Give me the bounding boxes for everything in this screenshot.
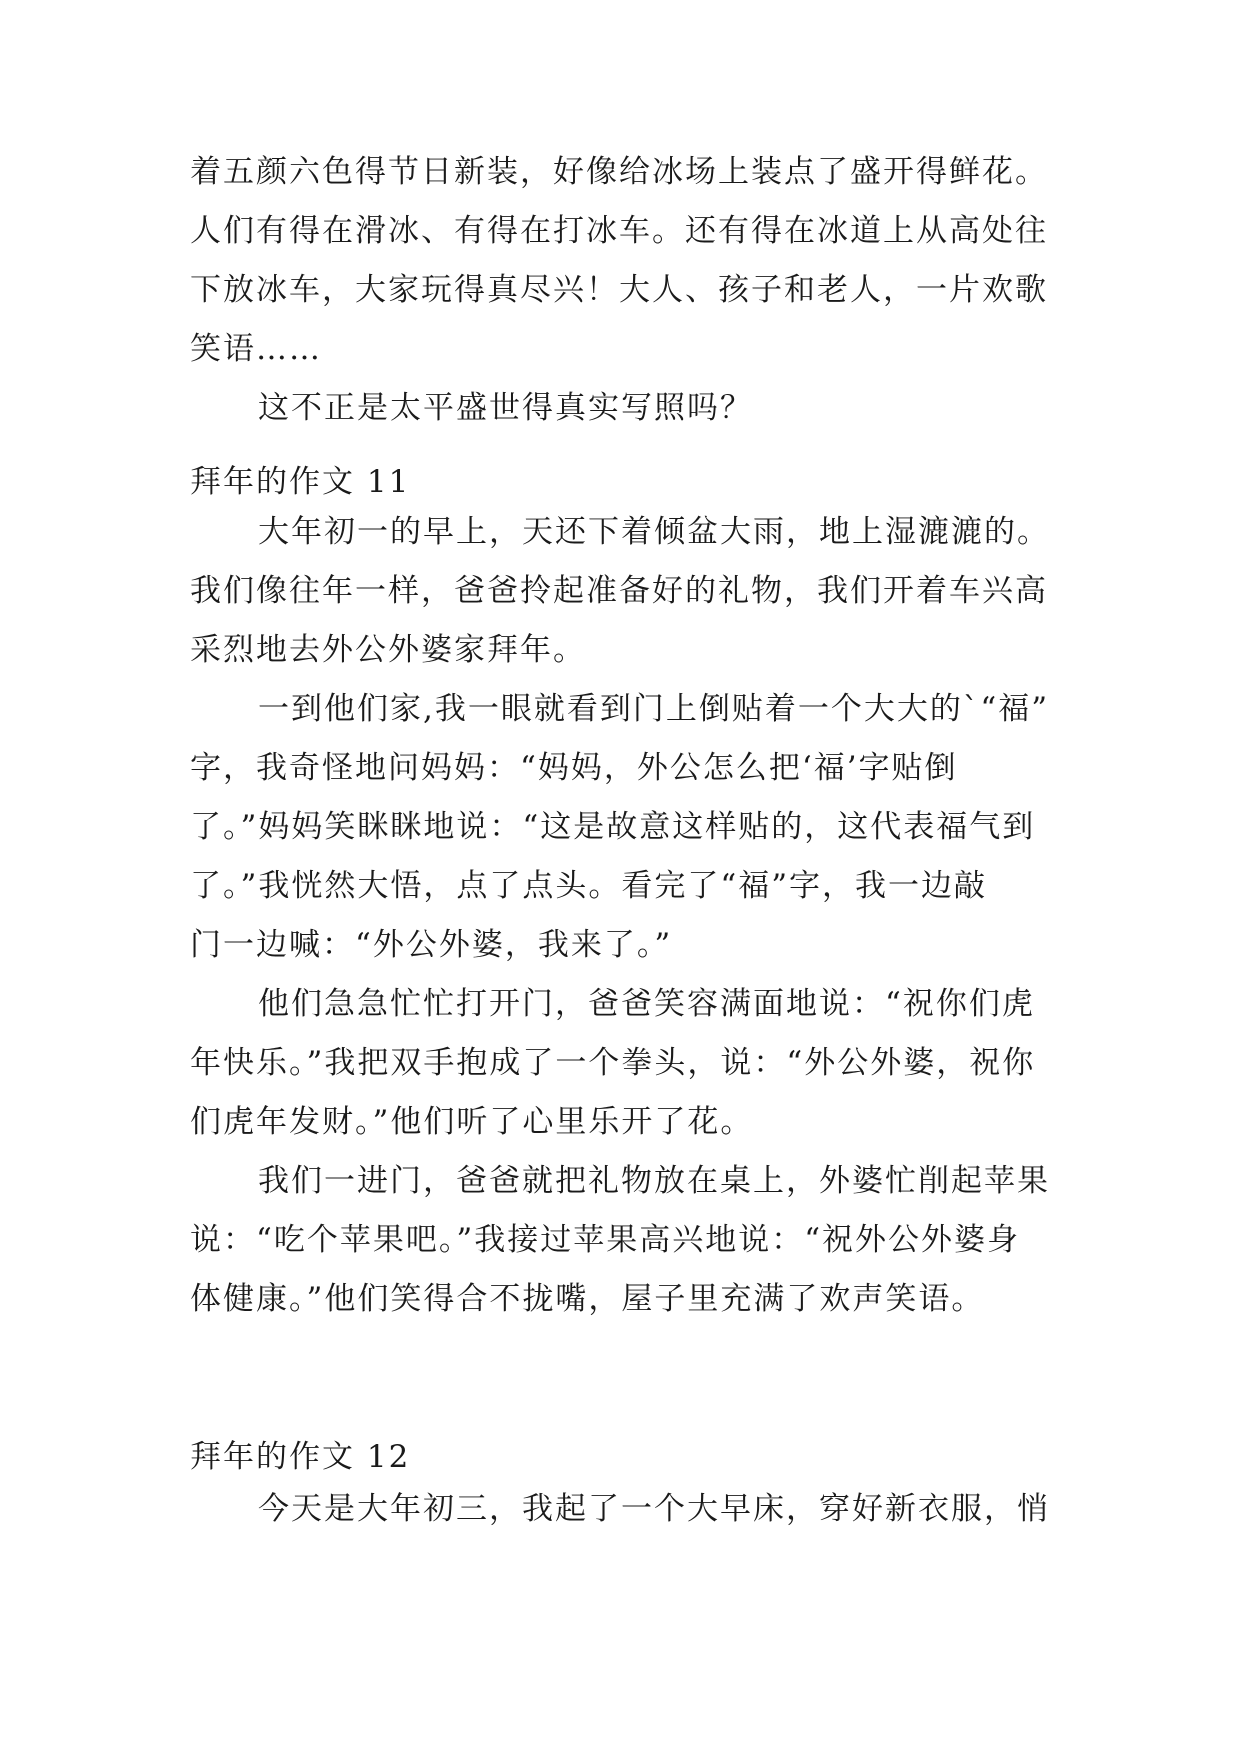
essay-12-heading: 拜年的作文 12 xyxy=(190,1439,411,1475)
text-line: 一到他们家,我一眼就看到门上倒贴着一个大大的`“福” xyxy=(258,691,1050,727)
text-line: 大年初一的早上，天还下着倾盆大雨，地上湿漉漉的。 xyxy=(258,514,1050,550)
text-line: 年快乐。”我把双手抱成了一个拳头，说：“外公外婆，祝你 xyxy=(190,1045,1036,1081)
text-line: 人们有得在滑冰、有得在打冰车。还有得在冰道上从高处往 xyxy=(190,213,1048,249)
text-line: 他们急急忙忙打开门，爸爸笑容满面地说：“祝你们虎 xyxy=(258,986,1035,1022)
essay-11-heading: 拜年的作文 11 xyxy=(190,464,411,500)
essay-12-body xyxy=(190,1480,1070,1539)
text-line: 下放冰车，大家玩得真尽兴！大人、孩子和老人，一片欢歌 xyxy=(190,272,1048,308)
text-line: 我们一进门，爸爸就把礼物放在桌上，外婆忙削起苹果 xyxy=(258,1163,1050,1199)
text-line: 笑语…… xyxy=(190,331,322,367)
text-line: 们虎年发财。”他们听了心里乐开了花。 xyxy=(190,1104,754,1140)
text-line: 我们像往年一样，爸爸拎起准备好的礼物，我们开着车兴高 xyxy=(190,573,1048,609)
text-line: 体健康。”他们笑得合不拢嘴，屋子里充满了欢声笑语。 xyxy=(190,1281,985,1317)
closing-line: 这不正是太平盛世得真实写照吗？ xyxy=(258,390,753,426)
text-line: 今天是大年初三，我起了一个大早床，穿好新衣服，悄 xyxy=(258,1491,1050,1527)
text-line: 采烈地去外公外婆家拜年。 xyxy=(190,632,586,668)
essay-11-body xyxy=(190,503,1070,1329)
text-line: 了。”妈妈笑眯眯地说：“这是故意这样贴的，这代表福气到 xyxy=(190,809,1036,845)
text-line: 着五颜六色得节日新装，好像给冰场上装点了盛开得鲜花。 xyxy=(190,154,1048,190)
text-line: 了。”我恍然大悟，点了点头。看完了“福”字，我一边敲 xyxy=(190,868,988,904)
previous-essay-continuation xyxy=(190,143,1070,438)
text-line: 字，我奇怪地问妈妈：“妈妈，外公怎么把‘福’字贴倒 xyxy=(190,750,958,786)
text-line: 说：“吃个苹果吧。”我接过苹果高兴地说：“祝外公外婆身 xyxy=(190,1222,1021,1258)
text-line: 门一边喊：“外公外婆，我来了。” xyxy=(190,927,673,963)
